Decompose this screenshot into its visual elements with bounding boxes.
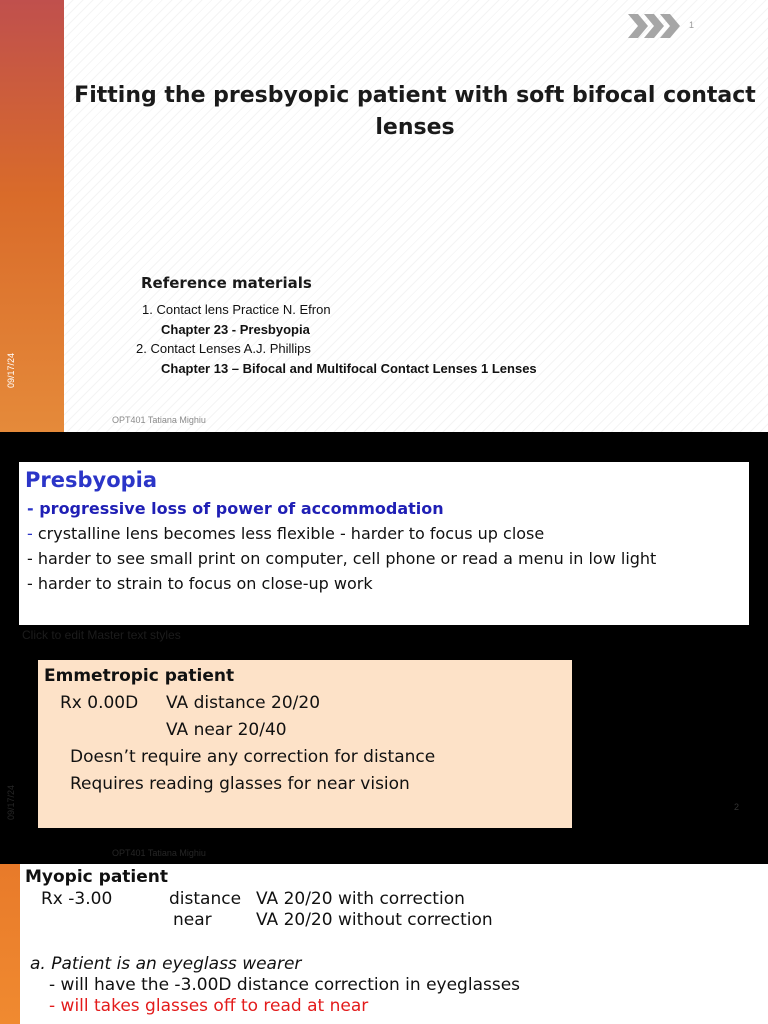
emmetropic-title: Emmetropic patient — [44, 666, 235, 686]
reference-item: 1. Contact lens Practice N. Efron — [142, 302, 331, 317]
bullet-dash: - — [27, 524, 38, 543]
point-text: crystalline lens becomes less flexible - harder to focus up close — [37, 524, 545, 543]
page-number: 1 — [689, 20, 695, 30]
rx-value: Rx 0.00D — [60, 693, 139, 713]
sidebar-bar — [0, 864, 20, 1024]
bullet-dash: - — [27, 499, 40, 518]
slide-date: 09/17/24 — [6, 352, 16, 388]
emmetropic-line: Doesn’t require any correction for distance — [70, 747, 436, 767]
presbyopia-title: Presbyopia — [25, 468, 158, 492]
slide-1 — [0, 0, 768, 432]
slide-3 — [0, 864, 768, 1024]
bullet-dash: - — [27, 574, 38, 593]
rx-value: Rx -3.00 — [41, 889, 113, 909]
near-label: near — [173, 910, 212, 930]
reference-chapter: Chapter 13 – Bifocal and Multifocal Contact Lenses 1 Lenses — [161, 361, 537, 376]
emmetropic-line: Requires reading glasses for near vision — [70, 774, 410, 794]
bullet-dash: - — [27, 549, 38, 568]
presbyopia-box — [19, 462, 749, 625]
slide-title: Fitting the presbyopic patient with soft bifocal contact lenses — [74, 83, 756, 140]
chevrons-icon — [626, 12, 684, 40]
myopic-title: Myopic patient — [25, 867, 169, 887]
slide-date: 09/17/24 — [6, 784, 16, 820]
reference-chapter: Chapter 23 - Presbyopia — [161, 322, 310, 337]
distance-value: VA 20/20 with correction — [256, 889, 465, 909]
va-near: VA near 20/40 — [166, 720, 287, 740]
placeholder-text: Click to edit Master text styles — [22, 628, 181, 642]
point-text: harder to strain to focus on close-up work — [37, 574, 373, 593]
distance-label: distance — [169, 889, 242, 909]
slide-footer: OPT401 Tatiana Mighiu — [112, 415, 206, 425]
page-number: 2 — [734, 802, 740, 812]
slide-2 — [0, 432, 768, 864]
presbyopia-point — [27, 524, 544, 543]
reference-item: 2. Contact Lenses A.J. Phillips — [136, 341, 311, 356]
references-heading: Reference materials — [141, 274, 312, 292]
presbyopia-point — [27, 574, 373, 593]
emmetropic-box — [38, 660, 572, 828]
near-value: VA 20/20 without correction — [256, 910, 493, 930]
point-text: progressive loss of power of accommodation — [39, 499, 444, 518]
sub-point-highlight: - will takes glasses off to read at near — [49, 996, 369, 1016]
presbyopia-point — [27, 549, 656, 568]
sub-point: - will have the -3.00D distance correction in eyeglasses — [49, 975, 521, 995]
slide-footer: OPT401 Tatiana Mighiu — [112, 848, 206, 858]
presbyopia-point — [27, 499, 444, 518]
va-distance: VA distance 20/20 — [166, 693, 321, 713]
point-text: harder to see small print on computer, cell phone or read a menu in low light — [37, 549, 657, 568]
point-a: a. Patient is an eyeglass wearer — [30, 954, 302, 974]
